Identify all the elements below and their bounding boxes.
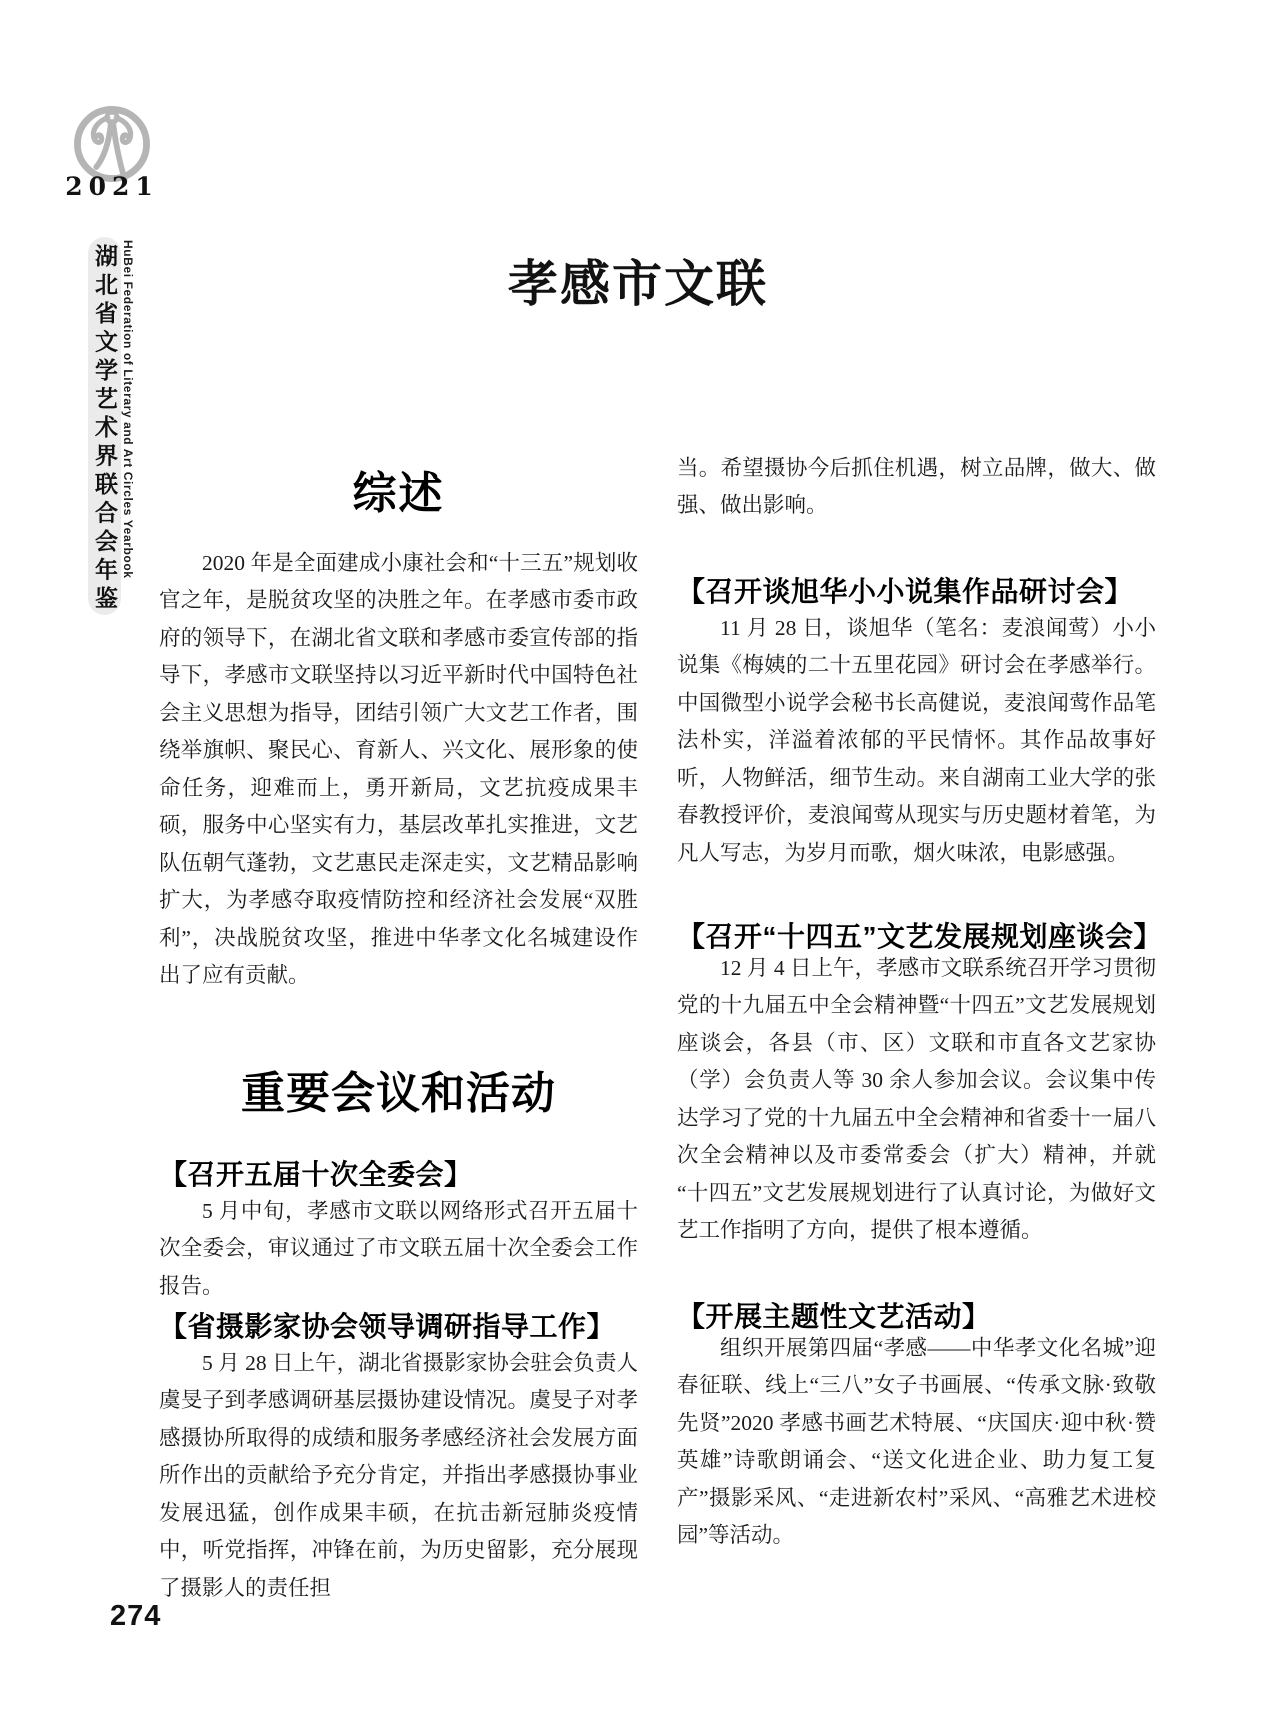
page-title: 孝感市文联 [508,255,768,312]
section-paragraph-plenary-meeting: 5 月中旬，孝感市文联以网络形式召开五届十次全委会，审议通过了市文联五届十次全委会工作报告。 [159,1199,638,1298]
overview-heading: 综述 [352,469,445,518]
section-paragraph-14th-fiveyear-plan: 12 月 4 日上午，孝感市文联系统召开学习贯彻党的十九届五中全会精神暨“十四五”文艺发展规划座谈会，各县（市、区）文联和市直各文艺家协（学）会负责人等 30 余人参加会议。会议集中传达学习了党的十九届五中全会精神和省委十一届八次全会精神以及市委常委会（扩大）精神，并就“十四五”文艺发展规划进行了认真讨论，为做好文艺工作指明了方向，提供了根本遵循。 [677,956,1156,1243]
left-column [159,0,638,1719]
sidebar-title-chinese: 湖北省文学艺术界联合会年鉴 [92,244,117,615]
section-heading-tanxuhua-seminar: 【召开谈旭华小小说集作品研讨会】 [677,576,1134,607]
section-heading-plenary-meeting: 【召开五届十次全委会】 [159,1159,473,1190]
page-number: 274 [110,1600,162,1632]
sidebar-title-english: HuBei Federation of Literary and Art Circles Yearbook [121,240,135,579]
section-heading-photographers-research: 【省摄影家协会领导调研指导工作】 [159,1311,616,1342]
section-paragraph-themed-activities: 组织开展第四届“孝感——中华孝文化名城”迎春征联、线上“三八”女子书画展、“传承文脉·致敬先贤”2020 孝感书画艺术特展、“庆国庆·迎中秋·赞英雄”诗歌朗诵会、“送文化进企业、助力复工复产”摄影采风、“走进新农村”采风、“高雅艺术进校园”等活动。 [677,1336,1156,1548]
meetings-heading: 重要会议和活动 [241,1069,556,1118]
section-paragraph-photographers-research: 5 月 28 日上午，湖北省摄影家协会驻会负责人虞旻子到孝感调研基层摄协建设情况。虞旻子对孝感摄协所取得的成绩和服务孝感经济社会发展方面所作出的贡献给予充分肯定，并指出孝感摄协事业发展迅猛，创作成果丰硕，在抗击新冠肺炎疫情中，听党指挥，冲锋在前，为历史留影，充分展现了摄影人的责任担 [159,1351,638,1600]
section-paragraph-tanxuhua-seminar: 11 月 28 日，谈旭华（笔名：麦浪闻莺）小小说集《梅姨的二十五里花园》研讨会在孝感举行。中国微型小说学会秘书长高健说，麦浪闻莺作品笔法朴实，洋溢着浓郁的平民情怀。其作品故事好听，人物鲜活，细节生动。来自湖南工业大学的张春教授评价，麦浪闻莺从现实与历史题材着笔，为凡人写志，为岁月而歌，烟火味浓，电影感强。 [677,616,1156,865]
overview-paragraph: 2020 年是全面建成小康社会和“十三五”规划收官之年，是脱贫攻坚的决胜之年。在孝感市委市政府的领导下，在湖北省文联和孝感市委宣传部的指导下，孝感市文联坚持以习近平新时代中国特色社会主义思想为指导，团结引领广大文艺工作者，围绕举旗帜、聚民心、育新人、兴文化、展形象的使命任务，迎难而上，勇开新局，文艺抗疫成果丰硕，服务中心坚实有力，基层改革扎实推进，文艺队伍朝气蓬勃，文艺惠民走深走实，文艺精品影响扩大，为孝感夺取疫情防控和经济社会发展“双胜利”，决战脱贫攻坚，推进中华孝文化名城建设作出了应有贡献。 [159,551,638,987]
right-column [677,0,1163,1719]
section-heading-themed-activities: 【开展主题性文艺活动】 [677,1301,991,1332]
section-heading-14th-fiveyear-plan: 【召开“十四五”文艺发展规划座谈会】 [677,921,1163,952]
continuation-paragraph: 当。希望摄协今后抓住机遇，树立品牌，做大、做强、做出影响。 [677,456,1156,518]
yearbook-year: 2021 [65,172,159,201]
